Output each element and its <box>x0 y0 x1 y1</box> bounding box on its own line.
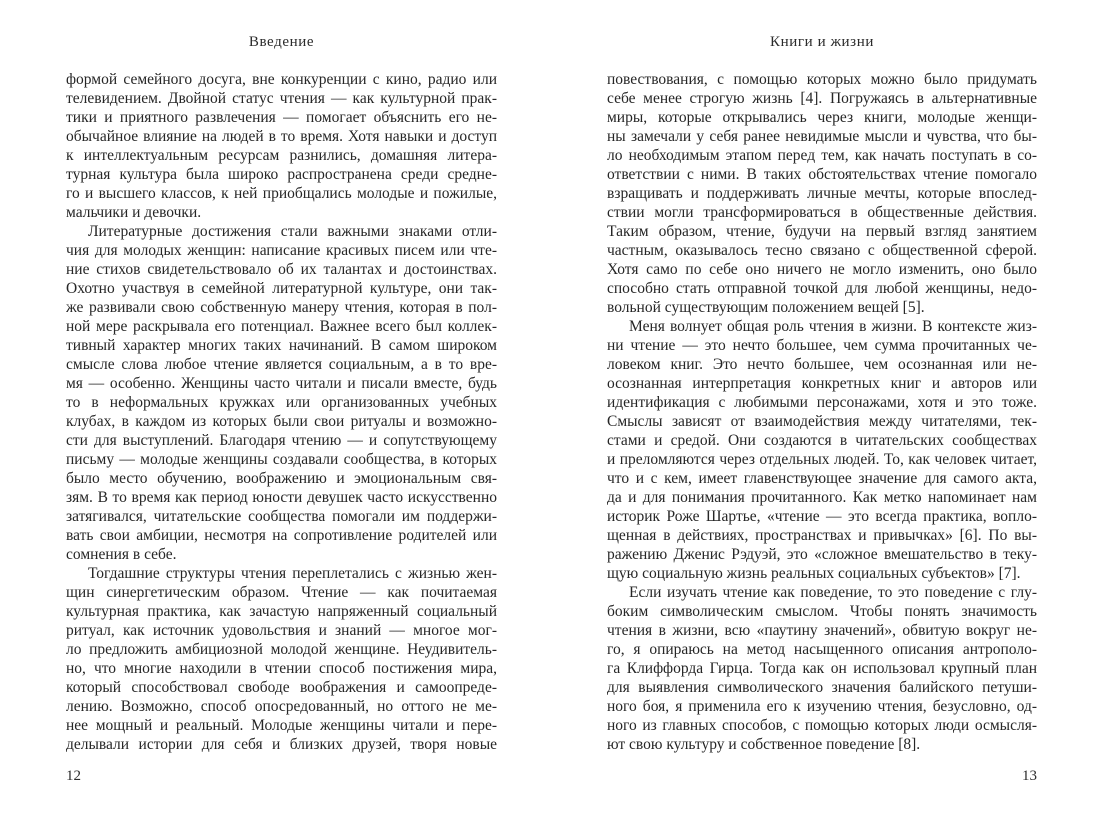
text-line: мальчики и девочки. <box>66 204 202 221</box>
text-line: боким символическим смыслом. Чтобы понять значимость <box>607 603 1037 620</box>
page-body-left <box>66 70 497 754</box>
running-head-left: Введение <box>248 34 315 50</box>
text-line: идентификация с любимыми персонажами, хотя и это тоже. <box>607 394 1037 411</box>
text-line: сомнения в себе. <box>66 546 177 563</box>
text-line: ние стихов свидетельствовало об их талантах и достоинствах. <box>66 261 497 278</box>
text-line: ствии могли трансформироваться в общественные действия. <box>607 204 1037 221</box>
page-left <box>66 0 497 825</box>
text-line: ритуал, как источник удовольствия и знаний — многое мог- <box>66 622 497 639</box>
text-line: осознанная интерпретация конкретных книг и авторов или <box>607 375 1037 392</box>
paragraph <box>66 564 497 754</box>
text-line: который способствовал свободе воображения и самоопреде- <box>66 679 497 696</box>
text-line: ответствии с ними. В таких обстоятельствах чтение помогало <box>607 166 1037 183</box>
text-line: частным, оказывалось тесно связано с общественной сферой. <box>607 242 1037 259</box>
text-line: ни чтение — это нечто большее, чем сумма прочитанных че- <box>607 337 1037 354</box>
text-line: ло необходимым этапом перед тем, как начать поступать в со- <box>607 147 1037 164</box>
text-line: историк Роже Шартье, «чтение — это всегда практика, вопло- <box>607 508 1037 525</box>
text-line: Литературные достижения стали важными знаками отли- <box>88 223 497 240</box>
text-line: было место обучению, воображению и эмоциональным свя- <box>66 470 497 487</box>
text-line: го, я опираюсь на метод насыщенного описания антрополо- <box>607 641 1037 658</box>
page-right <box>607 0 1037 825</box>
text-line: клубах, в каждом из которых были свои ритуалы и возможно- <box>66 413 497 430</box>
page-number-right: 13 <box>1022 768 1037 784</box>
text-line: щин синергетическим образом. Чтение — как почитаемая <box>66 584 497 601</box>
text-line: что и с кем, имеет главенствующее значение для самого акта, <box>607 470 1037 487</box>
text-line: то в неформальных кружках или организованных учебных <box>66 394 497 411</box>
text-line: ны замечали у себя ранее невидимые мысли и чувства, что бы- <box>607 128 1037 145</box>
text-line: лению. Возможно, способ опосредованный, но оттого не ме- <box>66 698 497 715</box>
text-line: и преломляются через отдельных людей. То, как человек читает, <box>607 451 1037 468</box>
text-line: миры, которые открывались через книги, молодые женщи- <box>607 109 1037 126</box>
text-line: тики и приятного развлечения — помогает объяснить его не- <box>66 109 497 126</box>
text-line: Если изучать чтение как поведение, то это поведение с глу- <box>629 584 1037 601</box>
text-line: щенная в действиях, пространствах и привычках» [6]. По вы- <box>607 527 1037 544</box>
text-line: Тогдашние структуры чтения переплетались с жизнью жен- <box>88 565 497 582</box>
text-line: затягивался, читательские сообщества помогали им поддержи- <box>66 508 497 525</box>
text-line: культурная практика, как зачастую напряженный социальный <box>66 603 497 620</box>
text-line: ло предложить амбициозной молодой женщине. Неудивитель- <box>66 641 497 658</box>
text-line: себе менее строгую жизнь [4]. Погружаясь в альтернативные <box>607 90 1037 107</box>
text-line: Хотя само по себе оно ничего не могло изменить, оно было <box>607 261 1037 278</box>
text-line: взращивать и поддерживать личные мечты, которые впослед- <box>607 185 1037 202</box>
text-line: формой семейного досуга, вне конкуренции с кино, радио или <box>66 71 497 88</box>
page-number-left: 12 <box>66 768 81 784</box>
text-line: чия для молодых женщин: написание красивых писем или чте- <box>66 242 497 259</box>
paragraph <box>66 70 497 222</box>
text-line: письму — молодые женщины создавали сообщества, в которых <box>66 451 497 468</box>
text-line: да и для понимания прочитанного. Как метко напоминает нам <box>607 489 1037 506</box>
text-line: Меня волнует общая роль чтения в жизни. В контексте жиз- <box>629 318 1037 335</box>
paragraph <box>607 583 1037 754</box>
text-line: вать свои амбиции, несмотря на сопротивление родителей или <box>66 527 497 544</box>
text-line: чтения в жизни, всю «паутину значений», обвитую вокруг не- <box>607 622 1037 639</box>
text-line: га Клиффорда Гирца. Тогда как он использовал крупный план <box>607 660 1037 677</box>
text-line: турная культура была широко распространена среди средне- <box>66 166 497 183</box>
text-line: для выявления символического значения балийского петуши- <box>607 679 1037 696</box>
running-head-right: Книги и жизни <box>770 34 874 50</box>
page-body-right <box>607 70 1037 754</box>
text-line: Охотно участвуя в семейной литературной культуре, они так- <box>66 280 497 297</box>
text-line: ного боя, я применила его к изучению чтения, безусловно, од- <box>607 698 1037 715</box>
paragraph <box>607 317 1037 583</box>
text-line: повествования, с помощью которых можно было придумать <box>607 71 1037 88</box>
text-line: Смыслы зависят от взаимодействия между читателями, тек- <box>607 413 1037 430</box>
text-line: ражению Дженис Рэдуэй, это «сложное вмешательство в теку- <box>607 546 1037 563</box>
text-line: стами и средой. Они создаются в читательских сообществах <box>607 432 1037 449</box>
text-line: тивный характер многих таких начинаний. В самом широком <box>66 337 497 354</box>
paragraph <box>66 222 497 564</box>
text-line: Таким образом, чтение, будучи на первый взгляд занятием <box>607 223 1037 240</box>
text-line: телевидением. Двойной статус чтения — как культурной прак- <box>66 90 497 107</box>
text-line: мя — особенно. Женщины часто читали и писали вместе, будь <box>66 375 497 392</box>
text-line: способно стать отправной точкой для любой женщины, недо- <box>607 280 1037 297</box>
text-line: ловеком книг. Это нечто большее, чем осознанная или не- <box>607 356 1037 373</box>
text-line: нее мощный и реальный. Молодые женщины читали и пере- <box>66 717 497 734</box>
text-line: вольной существующим положением вещей [5]. <box>607 299 925 316</box>
text-line: обычайное влияние на людей в то время. Хотя навыки и доступ <box>66 128 497 145</box>
text-line: ной мере раскрывала его потенциал. Важнее всего был коллек- <box>66 318 497 335</box>
text-line: сти для выступлений. Благодаря чтению — и сопутствующему <box>66 432 497 449</box>
text-line: делывали истории для себя и близких друзей, творя новые <box>66 736 497 753</box>
text-line: смысле слова любое чтение является социальным, а в то вре- <box>66 356 497 373</box>
text-line: зям. В то время как период юности девушек часто искусственно <box>66 489 497 506</box>
text-line: же развивали свою собственную манеру чтения, которая в пол- <box>66 299 497 316</box>
text-line: го и высшего классов, к ней приобщались молодые и пожилые, <box>66 185 497 202</box>
text-line: ного из главных способов, с помощью которых люди осмысля- <box>607 717 1037 734</box>
text-line: но, что многие находили в чтении способ постижения мира, <box>66 660 497 677</box>
text-line: к интеллектуальным ресурсам разнились, домашняя литера- <box>66 147 497 164</box>
text-line: ют свою культуру и собственное поведение [8]. <box>607 736 921 753</box>
text-line: щую социальную жизнь реальных социальных субъектов» [7]. <box>607 565 1021 582</box>
paragraph <box>607 70 1037 317</box>
